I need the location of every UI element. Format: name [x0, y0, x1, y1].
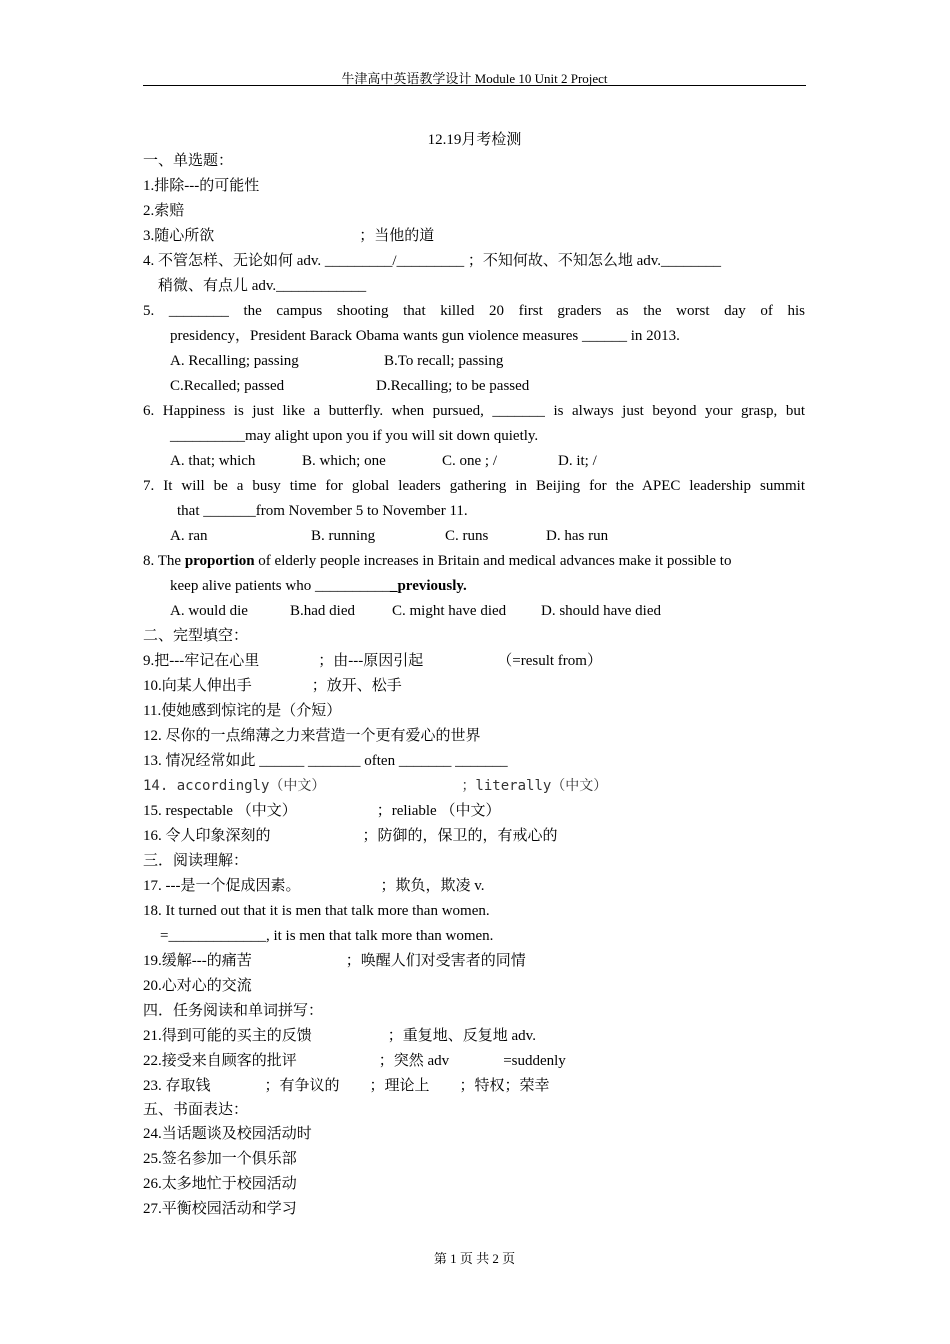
option: B.had died [290, 603, 355, 619]
question-22 [143, 1051, 566, 1071]
text: 15. respectable （中文） [143, 803, 297, 819]
text: 19.缓解---的痛苦 [143, 953, 252, 969]
text: ；欺负，欺凌 v. [380, 878, 485, 894]
question-15 [143, 801, 500, 821]
option: A. that; which [170, 453, 256, 469]
option: D. has run [546, 528, 609, 544]
bold-term: _previously. [389, 578, 467, 594]
question-7-options [170, 526, 608, 546]
option: C. runs [445, 528, 489, 544]
option: C. might have died [392, 603, 507, 619]
option: B.To recall; passing [384, 353, 504, 369]
option: B. which; one [302, 453, 386, 469]
section-heading-5: 五、书面表达： [143, 1102, 249, 1118]
text: 23. 存取钱 [143, 1078, 211, 1094]
text: of elderly people increases in Britain and medical advances make it possible to [254, 553, 732, 569]
question-20: 20.心对心的交流 [143, 978, 252, 994]
option: B. running [311, 528, 376, 544]
text: =suddenly [503, 1053, 566, 1069]
page-header: 牛津高中英语教学设计 Module 10 Unit 2 Project [341, 71, 608, 86]
header-rule [143, 85, 806, 86]
text: 21.得到可能的买主的反馈 [143, 1028, 312, 1044]
question-5-options-row-2 [170, 376, 529, 396]
text: （=result from） [497, 653, 602, 669]
option: D. it; / [558, 453, 597, 469]
option: A. ran [170, 528, 208, 544]
section-heading-2: 二、完型填空： [143, 628, 249, 644]
question-12: 12. 尽你的一点绵薄之力来营造一个更有爱心的世界 [143, 728, 481, 744]
text: ；突然 adv [378, 1053, 450, 1069]
option: C. one ; / [442, 453, 497, 469]
question-7-line-1: 7. It will be a busy time for global leaders gathering in Beijing for the APEC leadership summit [143, 478, 805, 494]
question-6-line-2: __________may alight upon you if you will sit down quietly. [170, 428, 539, 444]
question-1: 1.排除---的可能性 [143, 178, 260, 194]
text: ；重复地、反复地 adv. [387, 1028, 536, 1044]
section-heading-3: 三．阅读理解： [143, 853, 249, 869]
question-5-options-row-1 [170, 351, 503, 371]
question-3-part-b: ；当他的道 [359, 228, 435, 244]
question-9 [143, 651, 602, 671]
text: 14. accordingly（中文） [143, 778, 326, 794]
text: ；由---原因引起 [318, 653, 424, 669]
text: ；放开、松手 [311, 678, 402, 694]
text: ；literally（中文） [461, 778, 608, 794]
question-18-line-1: 18. It turned out that it is men that talk more than women. [143, 903, 490, 919]
question-8-line-2 [170, 576, 467, 596]
option: A. Recalling; passing [170, 353, 299, 369]
text: 8. The [143, 553, 185, 569]
section-heading-1: 一、单选题： [143, 153, 234, 169]
question-21 [143, 1026, 536, 1046]
question-5-line-1: 5. ________ the campus shooting that killed 20 first graders as the worst day of his [143, 303, 805, 319]
text: ；唤醒人们对受害者的同情 [345, 953, 526, 969]
question-27: 27.平衡校园活动和学习 [143, 1201, 297, 1217]
question-7-line-2: that _______from November 5 to November 11. [177, 503, 468, 519]
question-4-line-1: 4. 不管怎样、无论如何 adv. _________/_________ ；不知何故、不知怎么地 adv.________ [143, 253, 722, 269]
question-25: 25.签名参加一个俱乐部 [143, 1151, 297, 1167]
page-title: 12.19月考检测 [427, 132, 522, 148]
page-footer: 第 1 页 共 2 页 [433, 1251, 516, 1266]
question-6-line-1: 6. Happiness is just like a butterfly. when pursued, _______ is always just beyond your grasp, but [143, 403, 805, 419]
text: ；防御的，保卫的，有戒心的 [362, 828, 558, 844]
option: C.Recalled; passed [170, 378, 285, 394]
section-heading-4: 四．任务阅读和单词拼写： [143, 1003, 324, 1019]
text: 16. 令人印象深刻的 [143, 828, 271, 844]
option: D. should have died [541, 603, 661, 619]
text: 9.把---牢记在心里 [143, 653, 260, 669]
text: ；有争议的 [264, 1078, 340, 1094]
text: ；特权；荣幸 [459, 1078, 550, 1094]
text: ；理论上 [369, 1078, 430, 1094]
question-26: 26.太多地忙于校园活动 [143, 1176, 297, 1192]
option: A. would die [170, 603, 248, 619]
question-3 [143, 226, 434, 246]
question-2: 2.索赔 [143, 203, 185, 219]
question-4-line-2: 稍微、有点儿 adv.____________ [158, 278, 367, 294]
question-5-line-2: presidency，President Barack Obama wants gun violence measures ______ in 2013. [170, 328, 680, 344]
text: ；reliable （中文） [376, 803, 501, 819]
question-17 [143, 876, 485, 896]
text: 10.向某人伸出手 [143, 678, 252, 694]
question-11: 11.使她感到惊诧的是（介短） [143, 703, 342, 719]
text: 22.接受来自顾客的批评 [143, 1053, 297, 1069]
question-3-part-a: 3.随心所欲 [143, 228, 215, 244]
question-8-options [170, 601, 661, 621]
text: 17. ---是一个促成因素。 [143, 878, 301, 894]
bold-term: proportion [184, 553, 255, 569]
question-6-options [170, 451, 597, 471]
question-13: 13. 情况经常如此 ______ _______ often _______ _______ [143, 753, 508, 769]
question-16 [143, 826, 558, 846]
question-24: 24.当话题谈及校园活动时 [143, 1126, 312, 1142]
question-18-line-2: =_____________, it is men that talk more than women. [160, 928, 494, 944]
question-23 [143, 1076, 550, 1096]
option: D.Recalling; to be passed [376, 378, 530, 394]
question-10 [143, 676, 402, 696]
text: keep alive patients who __________ [170, 578, 390, 594]
question-19 [143, 951, 526, 971]
question-14 [143, 776, 607, 796]
question-8-line-1 [143, 551, 731, 571]
